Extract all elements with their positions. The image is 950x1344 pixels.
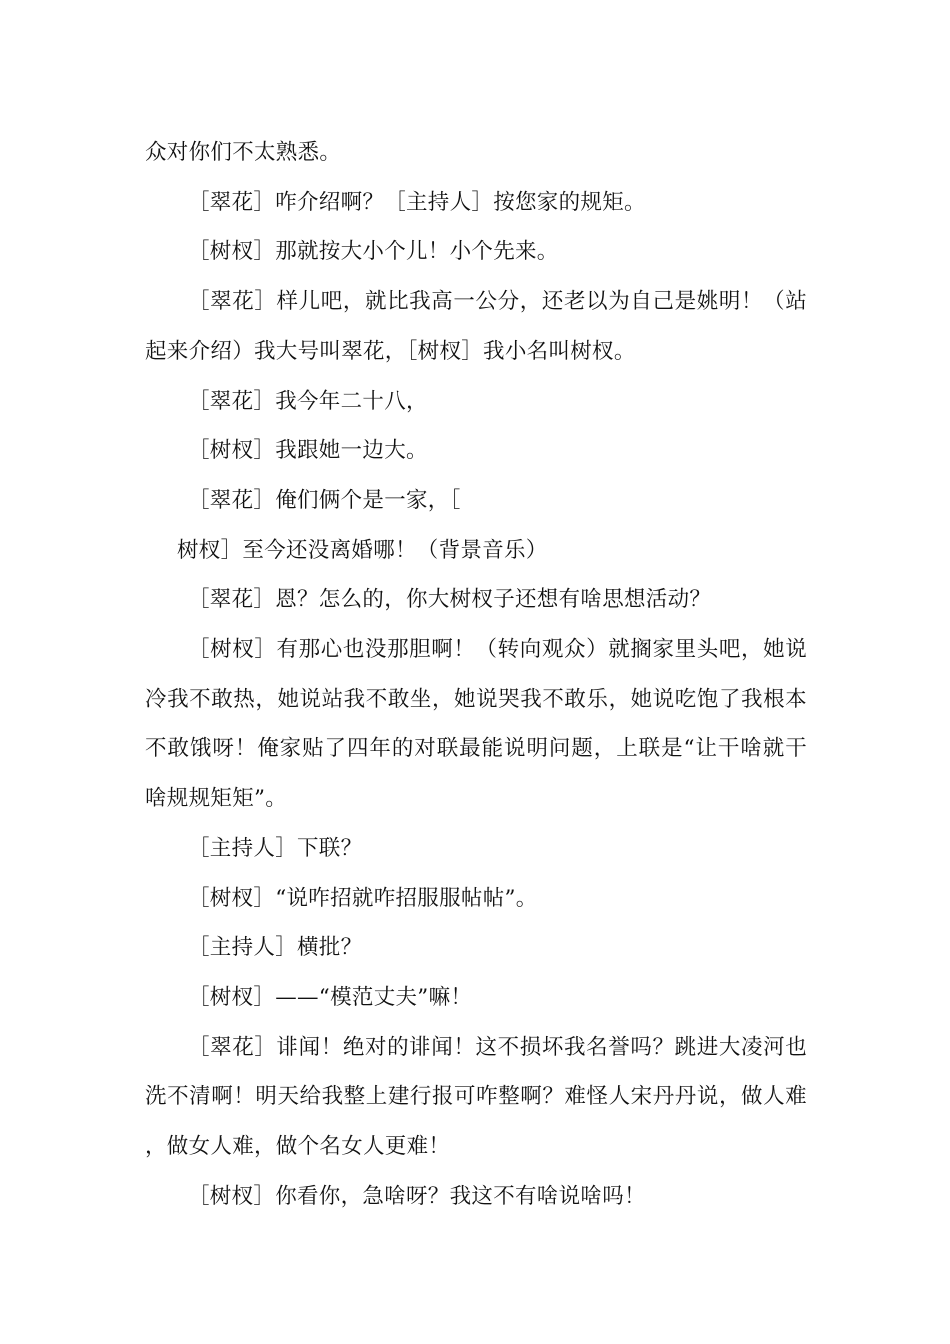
paragraph: ［翠花］样儿吧，就比我高一公分，还老以为自己是姚明！（站起来介绍）我大号叫翠花，［树杈］我小名叫树杈。 bbox=[145, 289, 807, 364]
paragraph: ［翠花］我今年二十八， bbox=[188, 388, 428, 414]
paragraph: ［树杈］你看你，急啥呀？我这不有啥说啥吗！ bbox=[188, 1183, 646, 1209]
paragraph: ［翠花］俺们俩个是一家，［ bbox=[188, 487, 461, 513]
paragraph: ［主持人］下联？ bbox=[188, 835, 363, 861]
paragraph: 树杈］至今还没离婚哪！（背景音乐） bbox=[177, 537, 548, 563]
paragraph: ［主持人］横批？ bbox=[188, 935, 363, 961]
paragraph: 众对你们不太熟悉。 bbox=[145, 140, 342, 165]
paragraph: ［翠花］咋介绍啊？［主持人］按您家的规矩。 bbox=[188, 189, 646, 215]
paragraph: ［树杈］那就按大小个儿！小个先来。 bbox=[188, 239, 559, 265]
paragraph: ［树杈］“说咋招就咋招服服帖帖”。 bbox=[188, 885, 538, 911]
paragraph: ［树杈］我跟她一边大。 bbox=[188, 438, 428, 464]
paragraph: ［翠花］恩？怎么的，你大树杈子还想有啥思想活动？ bbox=[188, 587, 712, 613]
paragraph: ［树杈］有那心也没那胆啊！（转向观众）就搁家里头吧，她说冷我不敢热，她说站我不敢坐，她说哭我不敢乐，她说吃饱了我根本不敢饿呀！俺家贴了四年的对联最能说明问题，上联是“让干啥就干啥规规矩矩”。 bbox=[145, 637, 807, 812]
document-body bbox=[145, 128, 807, 1221]
paragraph: ［翠花］诽闻！绝对的诽闻！这不损坏我名誉吗？跳进大凌河也洗不清啊！明天给我整上建行报可咋整啊？难怪人宋丹丹说，做人难，做女人难，做个名女人更难！ bbox=[145, 1034, 807, 1160]
paragraph: ［树杈］——“模范丈夫”嘛！ bbox=[188, 984, 473, 1010]
